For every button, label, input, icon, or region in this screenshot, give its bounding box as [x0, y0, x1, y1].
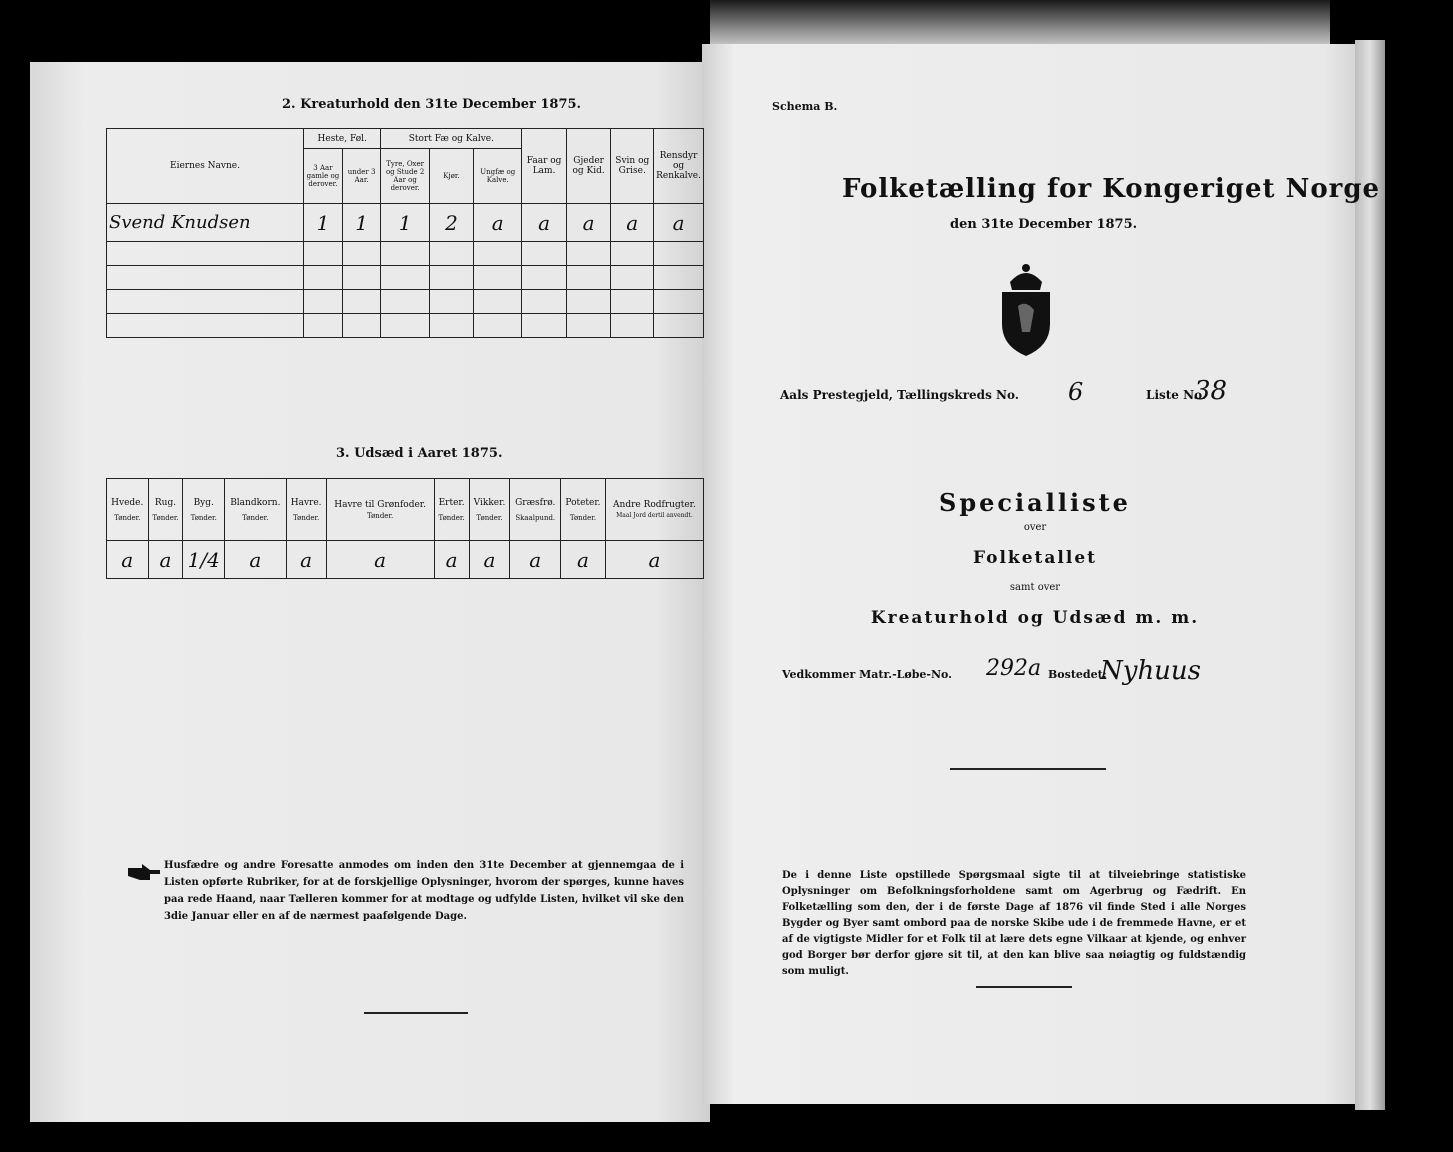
value-cell: a: [510, 541, 561, 579]
col-faar: Faar og Lam.: [522, 129, 566, 204]
folketallet-heading: Folketallet: [973, 548, 1097, 568]
col-byg: Byg. Tønder.: [183, 479, 225, 541]
col-graesfro: Græsfrø. Skaalpund.: [510, 479, 561, 541]
col-hvede: Hvede. Tønder.: [107, 479, 149, 541]
bostedet-value: Nyhuus: [1100, 656, 1202, 686]
value-cell: a: [474, 204, 522, 242]
kreaturhold-heading: Kreaturhold og Udsæd m. m.: [870, 608, 1200, 628]
table-row: [107, 290, 704, 314]
pointing-hand-icon: [128, 864, 160, 882]
value-cell: a: [148, 541, 183, 579]
coat-of-arms-icon: [996, 262, 1056, 362]
value-cell: a: [434, 541, 469, 579]
sowing-table: [106, 478, 704, 579]
specialliste-heading: Specialliste: [939, 488, 1131, 517]
value-cell: 1: [381, 204, 429, 242]
divider: [976, 986, 1072, 988]
table-row: [107, 242, 704, 266]
col-fae-sub1: Tyre, Oxer og Stude 2 Aar og derover.: [381, 149, 429, 204]
schema-label: Schema B.: [772, 100, 838, 113]
bostedet-label: Bostedet:: [1048, 668, 1107, 681]
col-heste-sub2: under 3 Aar.: [342, 149, 381, 204]
matr-label: Vedkommer Matr.-Løbe-No.: [782, 668, 952, 681]
value-cell: 1/4: [183, 541, 225, 579]
table-row: [107, 266, 704, 290]
table-row: [107, 314, 704, 338]
value-cell: a: [611, 204, 654, 242]
prestegjeld-label: Aals Prestegjeld, Tællingskreds No.: [780, 388, 1019, 402]
col-erter: Erter. Tønder.: [434, 479, 469, 541]
book-top-edge: [710, 0, 1330, 48]
notice-text: Husfædre og andre Foresatte anmodes om inden den 31te December at gjennemgaa de i Listen opførte Rubriker, for at de forskjellige Oplysninger, hvorom der spørges, kunne haves paa rede Haand, naar Tælleren kommer for at modtage og udfylde Listen, hvilket vil ske den 3die Januar eller en af de nærmest paafølgende Dage.: [164, 860, 684, 922]
divider: [364, 1012, 468, 1014]
matr-no: 292a: [986, 656, 1042, 681]
col-andre-rodfrugter: Andre Rodfrugter. Maal Jord dertil anvendt.: [605, 479, 703, 541]
col-eiernes-navne: Eiernes Navne.: [107, 129, 304, 204]
liste-no: 38: [1194, 376, 1228, 406]
value-cell: a: [326, 541, 434, 579]
date-subtitle: den 31te December 1875.: [950, 217, 1138, 232]
col-heste: Heste, Føl.: [304, 129, 381, 149]
col-fae-sub2: Kjør.: [429, 149, 473, 204]
col-rug: Rug. Tønder.: [148, 479, 183, 541]
col-heste-sub1: 3 Aar gamle og derover.: [304, 149, 343, 204]
col-fae-sub3: Ungfæ og Kalve.: [474, 149, 522, 204]
section3-heading: 3. Udsæd i Aaret 1875.: [336, 446, 503, 461]
samt-over-label: samt over: [1009, 582, 1061, 593]
value-cell: a: [605, 541, 703, 579]
col-svin: Svin og Grise.: [611, 129, 654, 204]
value-cell: a: [224, 541, 286, 579]
col-havre: Havre. Tønder.: [286, 479, 326, 541]
col-stort-fae: Stort Fæ og Kalve.: [381, 129, 522, 149]
divider: [950, 768, 1106, 770]
col-havre-gronfoder: Havre til Grønfoder. Tønder.: [326, 479, 434, 541]
value-cell: a: [107, 541, 149, 579]
table-row: [107, 204, 704, 242]
value-cell: 1: [342, 204, 381, 242]
value-cell: a: [561, 541, 606, 579]
section2-heading: 2. Kreaturhold den 31te December 1875.: [282, 97, 582, 112]
value-cell: a: [522, 204, 566, 242]
col-vikker: Vikker. Tønder.: [469, 479, 510, 541]
value-cell: a: [654, 204, 704, 242]
owner-name: Svend Knudsen: [107, 204, 304, 242]
value-cell: a: [286, 541, 326, 579]
value-cell: 2: [429, 204, 473, 242]
value-cell: 1: [304, 204, 343, 242]
table-row: [107, 541, 704, 579]
liste-label: Liste No.: [1146, 388, 1207, 402]
value-cell: a: [566, 204, 611, 242]
col-rensdyr: Rensdyr og Renkalve.: [654, 129, 704, 204]
over-label-1: over: [1023, 522, 1047, 533]
page-title: Folketælling for Kongeriget Norge: [842, 174, 1381, 204]
col-gjeder: Gjeder og Kid.: [566, 129, 611, 204]
footer-text: De i denne Liste opstillede Spørgsmaal sigte til at tilveiebringe statistiske Oplysninger om Befolkningsforholdene samt om Agerbrug og Fædrift. En Folketælling som den, der i de første Dage af 1876 vil finde Sted i alle Norges Bygder og Byer samt ombord paa de norske Skibe ude i de fremmede Havne, er et af de vigtigste Midler for et Folk til at lære dets egne Vilkaar at kjende, og enhver god Borger bør derfor gjøre sit til, at den kan blive saa nøiagtig og fuldstændig som muligt.: [782, 870, 1246, 977]
kreds-no: 6: [1068, 378, 1084, 406]
value-cell: a: [469, 541, 510, 579]
col-blandkorn: Blandkorn. Tønder.: [224, 479, 286, 541]
livestock-table: [106, 128, 704, 338]
col-poteter: Poteter. Tønder.: [561, 479, 606, 541]
